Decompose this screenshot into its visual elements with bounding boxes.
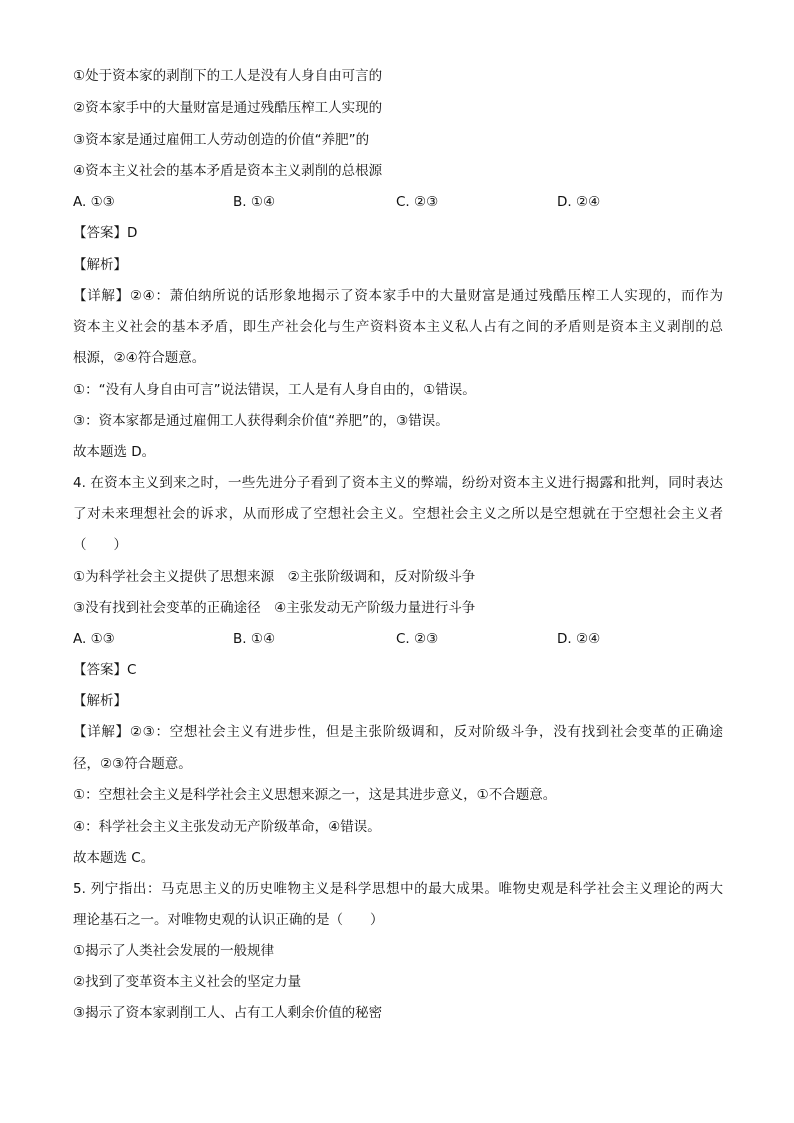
- q3-detail-line-2: 资本主义社会的基本矛盾，即生产社会化与生产资料资本主义私人占有之间的矛盾则是资本主义剥削的总: [73, 319, 723, 335]
- q4-stem-line-3: （ ）: [73, 537, 127, 553]
- q4-note-1: ①：空想社会主义是科学社会主义思想来源之一，这是其进步意义，①不合题意。: [73, 787, 557, 803]
- q4-option-c: C. ②③: [396, 631, 439, 647]
- q4-analysis-heading: 【解析】: [73, 693, 127, 709]
- q3-option-d: D. ②④: [557, 194, 601, 210]
- q5-choice-1: ①揭示了人类社会发展的一般规律: [73, 943, 275, 959]
- q3-option-c: C. ②③: [396, 194, 439, 210]
- q4-stem-line-2: 了对未来理想社会的诉求，从而形成了空想社会主义。空想社会主义之所以是空想就在于空想社会主义者: [73, 506, 723, 522]
- q5-choice-3: ③揭示了资本家剥削工人、占有工人剩余价值的秘密: [73, 1005, 383, 1021]
- q3-answer: 【答案】D: [73, 225, 138, 241]
- q3-choice-2: ②资本家手中的大量财富是通过残酷压榨工人实现的: [73, 100, 383, 116]
- q4-option-a: A. ①③: [73, 631, 115, 647]
- q3-option-a: A. ①③: [73, 194, 115, 210]
- q3-detail-line-1: 【详解】②④：萧伯纳所说的话形象地揭示了资本家手中的大量财富是通过残酷压榨工人实现的，而作为: [73, 288, 723, 304]
- q4-stem-line-1: 4. 在资本主义到来之时，一些先进分子看到了资本主义的弊端，纷纷对资本主义进行揭露和批判，同时表达: [73, 475, 723, 491]
- q3-analysis-heading: 【解析】: [73, 257, 127, 273]
- q3-choice-3: ③资本家是通过雇佣工人劳动创造的价值“养肥”的: [73, 132, 370, 148]
- q3-note-2: ③：资本家都是通过雇佣工人获得剩余价值“养肥”的，③错误。: [73, 413, 449, 429]
- q4-note-2: ④：科学社会主义主张发动无产阶级革命，④错误。: [73, 819, 381, 835]
- q4-option-d: D. ②④: [557, 631, 601, 647]
- q3-choice-4: ④资本主义社会的基本矛盾是资本主义剥削的总根源: [73, 163, 383, 179]
- q4-option-b: B. ①④: [233, 631, 276, 647]
- q5-stem-line-2: 理论基石之一。对唯物史观的认识正确的是（ ）: [73, 912, 384, 928]
- q4-conclusion: 故本题选 C。: [73, 850, 155, 866]
- q5-choice-2: ②找到了变革资本主义社会的坚定力量: [73, 974, 302, 990]
- q3-choice-1: ①处于资本家的剥削下的工人是没有人身自由可言的: [73, 68, 383, 84]
- q4-detail-line-1: 【详解】②③：空想社会主义有进步性，但是主张阶级调和，反对阶级斗争，没有找到社会变革的正确途: [73, 724, 723, 740]
- q3-option-b: B. ①④: [233, 194, 276, 210]
- q3-detail-line-3: 根源，②④符合题意。: [73, 350, 206, 366]
- q5-stem-line-1: 5. 列宁指出：马克思主义的历史唯物主义是科学思想中的最大成果。唯物史观是科学社会主义理论的两大: [73, 881, 723, 897]
- q4-detail-line-2: 径，②③符合题意。: [73, 756, 192, 772]
- q3-conclusion: 故本题选 D。: [73, 444, 156, 460]
- q3-note-1: ①：“没有人身自由可言”说法错误，工人是有人身自由的，①错误。: [73, 382, 476, 398]
- q4-choices-line-1: ①为科学社会主义提供了思想来源 ②主张阶级调和，反对阶级斗争: [73, 569, 476, 585]
- q4-choices-line-2: ③没有找到社会变革的正确途径 ④主张发动无产阶级力量进行斗争: [73, 600, 476, 616]
- q4-answer: 【答案】C: [73, 662, 137, 678]
